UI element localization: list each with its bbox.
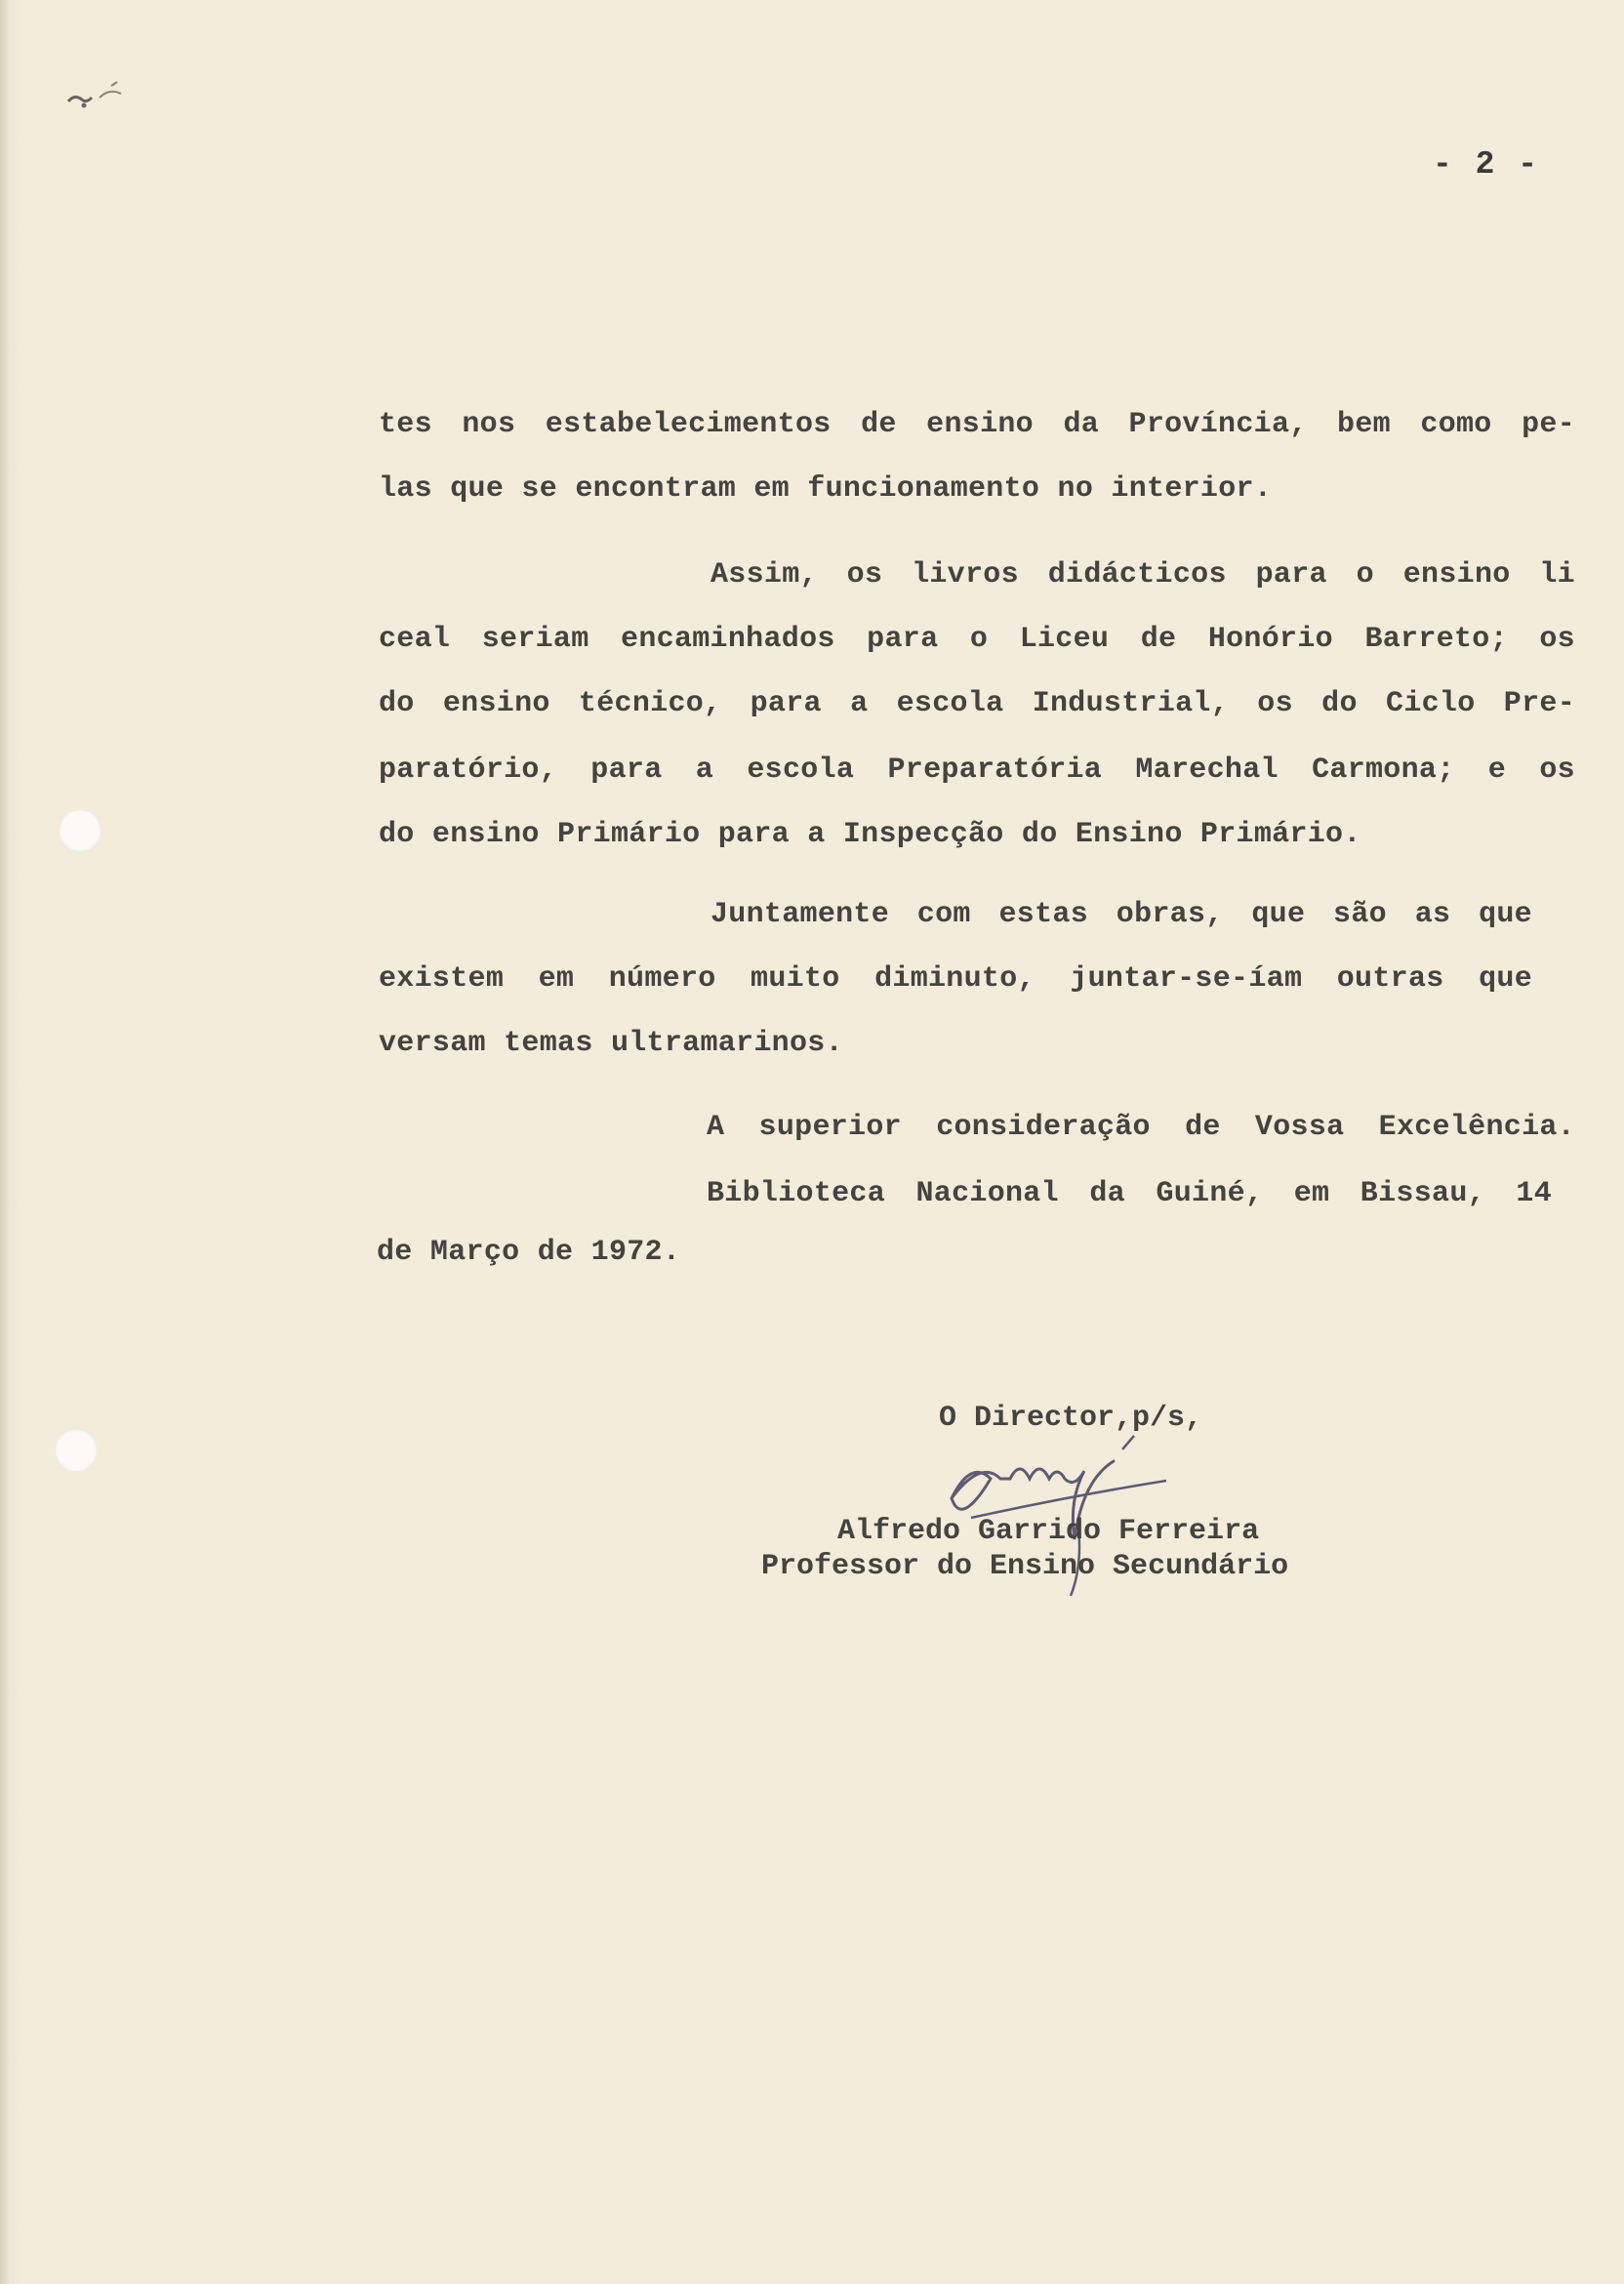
body-line: Juntamente com estas obras, que são as que [710,898,1532,931]
body-line: Assim, os livros didácticos para o ensino li [710,558,1575,591]
body-line: las que se encontram em funcionamento no interior. [379,472,1273,506]
page-edge-shadow [0,0,10,2284]
body-line: ceal seriam encaminhados para o Liceu de Honório Barreto; os [379,623,1575,656]
signatory-position: Professor do Ensino Secundário [761,1550,1289,1583]
body-line: A superior consideração de Vossa Excelência. [707,1111,1575,1144]
signatory-name: Alfredo Garrido Ferreira [837,1515,1260,1548]
body-line: tes nos estabelecimentos de ensino da Província, bem como pe- [379,408,1575,441]
page-number: - 2 - [1433,146,1540,183]
body-line: de Março de 1972. [377,1236,681,1269]
signature-title: O Director,p/s, [939,1402,1203,1435]
body-line: do ensino Primário para a Inspecção do Ensino Primário. [379,818,1361,851]
body-line: existem em número muito diminuto, juntar-se-íam outras que [379,962,1532,996]
ink-stain-mark [61,72,178,121]
body-line: paratório, para a escola Preparatória Marechal Carmona; e os [379,754,1575,787]
body-line: do ensino técnico, para a escola Industrial, os do Ciclo Pre- [379,687,1575,720]
punch-hole-bottom [55,1429,98,1472]
body-line: versam temas ultramarinos. [379,1027,843,1060]
body-line: Biblioteca Nacional da Guiné, em Bissau, 14 [707,1177,1552,1210]
punch-hole-top [59,809,102,852]
